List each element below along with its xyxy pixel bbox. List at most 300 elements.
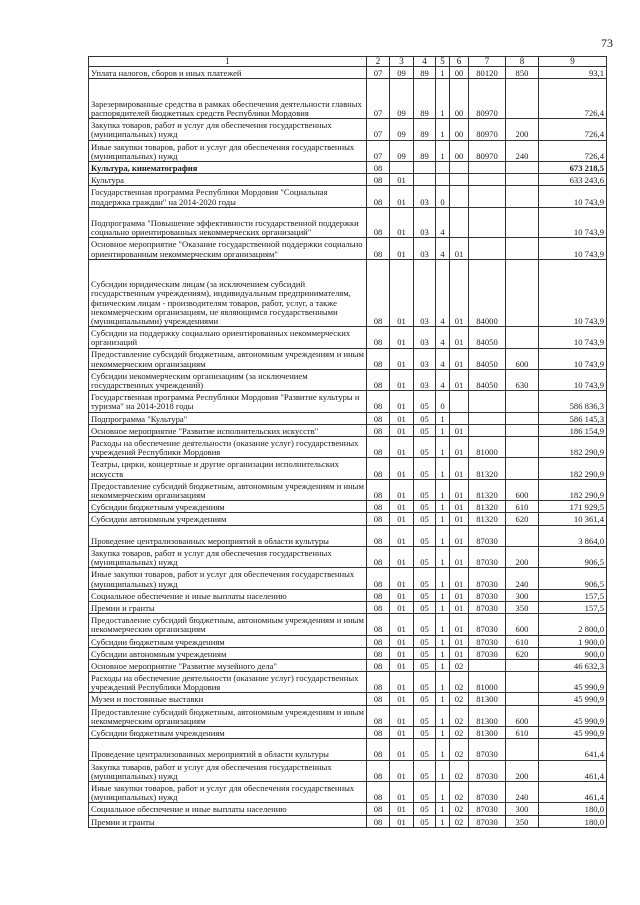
row-code-cell: 05 <box>414 601 436 613</box>
row-amount-cell: 45 990,9 <box>539 693 607 705</box>
row-code-cell <box>506 327 539 348</box>
row-code-cell: 01 <box>390 259 414 326</box>
row-code-cell: 89 <box>414 140 436 161</box>
row-code-cell: 4 <box>436 348 450 369</box>
table-row <box>89 782 607 803</box>
row-code-cell <box>506 672 539 693</box>
row-code-cell: 01 <box>390 546 414 567</box>
row-name-cell: Музеи и постоянные выставки <box>89 693 367 705</box>
table-row <box>89 186 607 207</box>
row-code-cell: 240 <box>506 568 539 589</box>
row-code-cell: 81320 <box>469 513 506 525</box>
row-code-cell: 05 <box>414 437 436 458</box>
row-code-cell: 08 <box>367 424 390 436</box>
row-code-cell: 1 <box>436 67 450 79</box>
row-code-cell: 01 <box>450 614 469 635</box>
row-amount-cell: 900,0 <box>539 647 607 659</box>
row-code-cell: 850 <box>506 67 539 79</box>
row-code-cell: 05 <box>414 659 436 671</box>
row-code-cell: 01 <box>450 348 469 369</box>
row-amount-cell: 633 243,6 <box>539 174 607 186</box>
row-code-cell: 01 <box>390 327 414 348</box>
row-code-cell: 1 <box>436 705 450 726</box>
row-code-cell <box>450 186 469 207</box>
row-code-cell: 07 <box>367 79 390 119</box>
row-code-cell: 240 <box>506 140 539 161</box>
row-code-cell: 08 <box>367 693 390 705</box>
row-name-cell: Государственная программа Республики Мордовия "Социальная поддержка граждан" на 2014-2020 годы <box>89 186 367 207</box>
row-name-cell: Иные закупки товаров, работ и услуг для обеспечения государственных (муниципальных) нужд <box>89 140 367 161</box>
row-name-cell: Государственная программа Республики Мордовия "Развитие культуры и туризма" на 2014-2018 годы <box>89 391 367 412</box>
row-name-cell: Проведение централизованных мероприятий в области культуры <box>89 525 367 546</box>
row-code-cell <box>506 161 539 173</box>
row-name-cell: Закупка товаров, работ и услуг для обеспечения государственных (муниципальных) нужд <box>89 119 367 140</box>
row-code-cell: 01 <box>390 705 414 726</box>
row-code-cell: 02 <box>450 760 469 781</box>
row-code-cell: 01 <box>390 635 414 647</box>
row-code-cell: 08 <box>367 803 390 815</box>
row-code-cell: 08 <box>367 259 390 326</box>
table-row <box>89 238 607 259</box>
row-code-cell: 05 <box>414 727 436 739</box>
row-code-cell: 08 <box>367 207 390 238</box>
row-code-cell: 1 <box>436 437 450 458</box>
row-code-cell: 1 <box>436 458 450 479</box>
row-amount-cell: 461,4 <box>539 760 607 781</box>
row-code-cell <box>450 391 469 412</box>
row-amount-cell: 180,0 <box>539 803 607 815</box>
row-code-cell: 05 <box>414 525 436 546</box>
row-code-cell: 01 <box>390 501 414 513</box>
row-code-cell: 03 <box>414 259 436 326</box>
row-code-cell: 80970 <box>469 119 506 140</box>
row-code-cell: 01 <box>450 568 469 589</box>
row-code-cell <box>469 186 506 207</box>
row-code-cell <box>436 161 450 173</box>
row-code-cell: 05 <box>414 424 436 436</box>
row-code-cell: 01 <box>390 479 414 500</box>
row-code-cell: 01 <box>390 174 414 186</box>
row-code-cell: 01 <box>450 437 469 458</box>
row-code-cell <box>506 693 539 705</box>
row-name-cell: Субсидии некоммерческим организациям (за исключением государственных учреждений) <box>89 369 367 390</box>
row-code-cell: 84050 <box>469 327 506 348</box>
row-code-cell: 03 <box>414 186 436 207</box>
table-header-row <box>89 57 607 67</box>
row-code-cell: 1 <box>436 119 450 140</box>
row-code-cell: 08 <box>367 647 390 659</box>
row-code-cell: 89 <box>414 67 436 79</box>
table-row <box>89 140 607 161</box>
row-amount-cell: 726,4 <box>539 119 607 140</box>
column-header: 6 <box>450 57 469 67</box>
row-amount-cell: 726,4 <box>539 79 607 119</box>
row-code-cell: 84000 <box>469 259 506 326</box>
row-code-cell: 0 <box>436 186 450 207</box>
table-row <box>89 369 607 390</box>
row-code-cell: 1 <box>436 782 450 803</box>
row-amount-cell: 10 743,9 <box>539 348 607 369</box>
row-code-cell: 01 <box>390 803 414 815</box>
row-code-cell: 1 <box>436 525 450 546</box>
row-code-cell: 05 <box>414 760 436 781</box>
row-name-cell: Подпрограмма "Повышение эффективности государственной поддержки социально ориентированных некоммерческих организаций" <box>89 207 367 238</box>
row-code-cell: 01 <box>450 513 469 525</box>
row-code-cell: 02 <box>450 727 469 739</box>
row-code-cell: 01 <box>390 513 414 525</box>
page-number: 73 <box>601 36 613 50</box>
row-code-cell: 87030 <box>469 647 506 659</box>
row-amount-cell: 673 218,5 <box>539 161 607 173</box>
row-code-cell: 08 <box>367 369 390 390</box>
row-code-cell: 08 <box>367 458 390 479</box>
row-amount-cell: 10 361,4 <box>539 513 607 525</box>
row-code-cell: 01 <box>450 259 469 326</box>
row-name-cell: Расходы на обеспечение деятельности (оказание услуг) государственных учреждений Республики Мордовия <box>89 672 367 693</box>
row-code-cell <box>506 238 539 259</box>
table-row <box>89 501 607 513</box>
row-name-cell: Театры, цирки, концертные и другие организации исполнительских искусств <box>89 458 367 479</box>
table-row <box>89 259 607 326</box>
row-code-cell <box>414 161 436 173</box>
table-row <box>89 705 607 726</box>
row-code-cell: 01 <box>390 601 414 613</box>
row-code-cell: 01 <box>390 525 414 546</box>
row-code-cell: 05 <box>414 513 436 525</box>
column-header: 5 <box>436 57 450 67</box>
row-code-cell: 07 <box>367 140 390 161</box>
row-code-cell: 87030 <box>469 601 506 613</box>
row-code-cell: 01 <box>390 568 414 589</box>
row-code-cell <box>506 186 539 207</box>
row-amount-cell: 10 743,9 <box>539 207 607 238</box>
row-code-cell: 05 <box>414 672 436 693</box>
row-code-cell: 01 <box>390 369 414 390</box>
row-code-cell: 08 <box>367 568 390 589</box>
row-code-cell: 1 <box>436 693 450 705</box>
row-code-cell: 08 <box>367 705 390 726</box>
row-name-cell: Закупка товаров, работ и услуг для обеспечения государственных (муниципальных) нужд <box>89 760 367 781</box>
row-code-cell: 08 <box>367 161 390 173</box>
row-name-cell: Уплата налогов, сборов и иных платежей <box>89 67 367 79</box>
row-code-cell: 1 <box>436 672 450 693</box>
row-code-cell: 610 <box>506 501 539 513</box>
row-code-cell: 1 <box>436 79 450 119</box>
row-name-cell: Культура <box>89 174 367 186</box>
table-row <box>89 207 607 238</box>
row-amount-cell: 186 154,9 <box>539 424 607 436</box>
row-amount-cell: 906,5 <box>539 546 607 567</box>
row-code-cell: 80970 <box>469 140 506 161</box>
row-code-cell <box>450 161 469 173</box>
row-code-cell: 05 <box>414 635 436 647</box>
row-amount-cell: 45 990,9 <box>539 705 607 726</box>
row-code-cell: 1 <box>436 546 450 567</box>
row-code-cell: 600 <box>506 479 539 500</box>
row-code-cell: 87030 <box>469 760 506 781</box>
row-code-cell: 08 <box>367 186 390 207</box>
row-code-cell: 09 <box>390 79 414 119</box>
row-code-cell: 08 <box>367 412 390 424</box>
row-code-cell: 03 <box>414 238 436 259</box>
row-amount-cell: 46 632,3 <box>539 659 607 671</box>
row-name-cell: Расходы на обеспечение деятельности (оказание услуг) государственных учреждений Республики Мордовия <box>89 437 367 458</box>
row-code-cell: 08 <box>367 479 390 500</box>
row-code-cell: 01 <box>390 815 414 827</box>
table-row <box>89 672 607 693</box>
row-code-cell: 1 <box>436 501 450 513</box>
row-code-cell: 1 <box>436 140 450 161</box>
table-row <box>89 437 607 458</box>
row-code-cell: 350 <box>506 601 539 613</box>
row-amount-cell: 10 743,9 <box>539 327 607 348</box>
row-code-cell: 01 <box>390 186 414 207</box>
row-code-cell: 08 <box>367 760 390 781</box>
row-name-cell: Предоставление субсидий бюджетным, автономным учреждениям и иным некоммерческим организациям <box>89 479 367 500</box>
row-code-cell <box>506 659 539 671</box>
row-code-cell: 02 <box>450 782 469 803</box>
row-code-cell <box>506 174 539 186</box>
table-row <box>89 760 607 781</box>
row-name-cell: Подпрограмма "Культура" <box>89 412 367 424</box>
row-code-cell: 01 <box>390 391 414 412</box>
row-amount-cell: 10 743,9 <box>539 238 607 259</box>
table-row <box>89 479 607 500</box>
column-header: 8 <box>506 57 539 67</box>
row-code-cell: 81000 <box>469 672 506 693</box>
budget-table <box>88 56 607 828</box>
row-code-cell: 87030 <box>469 614 506 635</box>
table-row <box>89 693 607 705</box>
row-code-cell: 05 <box>414 815 436 827</box>
row-name-cell: Субсидии бюджетным учреждениям <box>89 635 367 647</box>
row-code-cell: 80970 <box>469 79 506 119</box>
row-code-cell: 1 <box>436 479 450 500</box>
row-amount-cell: 182 290,9 <box>539 458 607 479</box>
row-code-cell: 03 <box>414 327 436 348</box>
row-code-cell: 4 <box>436 238 450 259</box>
row-code-cell: 620 <box>506 513 539 525</box>
row-code-cell: 87030 <box>469 635 506 647</box>
row-code-cell: 01 <box>390 424 414 436</box>
table-row <box>89 525 607 546</box>
row-amount-cell: 180,0 <box>539 815 607 827</box>
row-code-cell: 81320 <box>469 501 506 513</box>
column-header: 9 <box>539 57 607 67</box>
row-code-cell: 05 <box>414 705 436 726</box>
row-amount-cell: 461,4 <box>539 782 607 803</box>
table-row <box>89 119 607 140</box>
row-code-cell: 87030 <box>469 568 506 589</box>
table-row <box>89 568 607 589</box>
row-code-cell: 05 <box>414 782 436 803</box>
row-code-cell: 300 <box>506 589 539 601</box>
row-code-cell: 08 <box>367 782 390 803</box>
row-code-cell: 1 <box>436 635 450 647</box>
row-code-cell: 07 <box>367 67 390 79</box>
table-row <box>89 647 607 659</box>
row-code-cell <box>506 458 539 479</box>
row-code-cell <box>506 412 539 424</box>
row-code-cell: 200 <box>506 760 539 781</box>
row-code-cell: 08 <box>367 614 390 635</box>
row-code-cell: 08 <box>367 525 390 546</box>
table-row <box>89 67 607 79</box>
row-code-cell: 1 <box>436 412 450 424</box>
row-code-cell: 620 <box>506 647 539 659</box>
table-row <box>89 174 607 186</box>
row-code-cell: 09 <box>390 67 414 79</box>
row-code-cell <box>506 424 539 436</box>
row-code-cell: 4 <box>436 259 450 326</box>
row-name-cell: Субсидии юридическим лицам (за исключением субсидий государственным учреждениям), индивидуальным предпринимателям, физическим лицам - производителям товаров, работ, услуг, а также некоммерческим организациям, не являющимся государственными (муниципальными) учреждениями <box>89 259 367 326</box>
row-code-cell: 300 <box>506 803 539 815</box>
row-name-cell: Субсидии на поддержку социально ориентированных некоммерческих организаций <box>89 327 367 348</box>
row-code-cell: 87030 <box>469 782 506 803</box>
row-code-cell: 600 <box>506 705 539 726</box>
table-row <box>89 79 607 119</box>
table-row <box>89 739 607 760</box>
row-code-cell: 01 <box>390 659 414 671</box>
row-code-cell: 1 <box>436 760 450 781</box>
row-code-cell: 1 <box>436 727 450 739</box>
row-code-cell: 87030 <box>469 739 506 760</box>
row-amount-cell: 586 145,3 <box>539 412 607 424</box>
row-code-cell <box>436 174 450 186</box>
row-code-cell <box>469 161 506 173</box>
row-code-cell: 01 <box>390 727 414 739</box>
row-code-cell: 01 <box>390 782 414 803</box>
row-amount-cell: 3 864,0 <box>539 525 607 546</box>
table-row <box>89 635 607 647</box>
table-row <box>89 546 607 567</box>
row-code-cell: 01 <box>390 739 414 760</box>
row-name-cell: Основное мероприятие "Развитие исполнительских искусств" <box>89 424 367 436</box>
row-code-cell: 81300 <box>469 693 506 705</box>
row-code-cell: 02 <box>450 659 469 671</box>
row-code-cell: 08 <box>367 437 390 458</box>
row-code-cell <box>469 238 506 259</box>
row-code-cell: 01 <box>390 672 414 693</box>
row-code-cell: 01 <box>390 207 414 238</box>
row-code-cell: 07 <box>367 119 390 140</box>
row-code-cell: 1 <box>436 647 450 659</box>
row-code-cell: 84050 <box>469 369 506 390</box>
row-code-cell: 08 <box>367 391 390 412</box>
row-amount-cell: 182 290,9 <box>539 479 607 500</box>
row-code-cell: 89 <box>414 79 436 119</box>
row-name-cell: Премии и гранты <box>89 601 367 613</box>
row-code-cell: 08 <box>367 589 390 601</box>
row-code-cell <box>506 79 539 119</box>
row-code-cell: 08 <box>367 601 390 613</box>
row-code-cell: 08 <box>367 174 390 186</box>
row-amount-cell: 2 800,0 <box>539 614 607 635</box>
row-amount-cell: 1 900,0 <box>539 635 607 647</box>
row-name-cell: Субсидии бюджетным учреждениям <box>89 727 367 739</box>
row-code-cell: 05 <box>414 568 436 589</box>
row-code-cell <box>450 412 469 424</box>
row-code-cell: 610 <box>506 727 539 739</box>
row-code-cell: 05 <box>414 589 436 601</box>
row-amount-cell: 45 990,9 <box>539 672 607 693</box>
row-code-cell: 09 <box>390 119 414 140</box>
row-code-cell: 1 <box>436 568 450 589</box>
row-code-cell <box>414 174 436 186</box>
row-name-cell: Зарезервированные средства в рамках обеспечения деятельности главных распорядителей бюджетных средств Республики Мордовия <box>89 79 367 119</box>
row-code-cell: 01 <box>450 458 469 479</box>
row-amount-cell: 586 836,3 <box>539 391 607 412</box>
row-amount-cell: 906,5 <box>539 568 607 589</box>
row-code-cell: 01 <box>450 589 469 601</box>
row-code-cell: 03 <box>414 207 436 238</box>
row-code-cell: 87030 <box>469 546 506 567</box>
row-code-cell: 08 <box>367 659 390 671</box>
row-code-cell: 01 <box>390 238 414 259</box>
row-code-cell: 05 <box>414 546 436 567</box>
table-row <box>89 412 607 424</box>
row-amount-cell: 726,4 <box>539 140 607 161</box>
row-code-cell: 01 <box>390 348 414 369</box>
row-code-cell <box>469 412 506 424</box>
row-code-cell: 03 <box>414 348 436 369</box>
row-code-cell: 01 <box>450 635 469 647</box>
table-row <box>89 424 607 436</box>
row-code-cell <box>506 259 539 326</box>
row-code-cell: 600 <box>506 348 539 369</box>
row-name-cell: Иные закупки товаров, работ и услуг для обеспечения государственных (муниципальных) нужд <box>89 568 367 589</box>
column-header: 1 <box>89 57 367 67</box>
row-code-cell: 84050 <box>469 348 506 369</box>
table-row <box>89 327 607 348</box>
row-code-cell: 200 <box>506 546 539 567</box>
row-code-cell: 03 <box>414 369 436 390</box>
row-code-cell <box>506 739 539 760</box>
row-code-cell: 4 <box>436 207 450 238</box>
row-code-cell: 4 <box>436 369 450 390</box>
row-amount-cell: 641,4 <box>539 739 607 760</box>
table-row <box>89 803 607 815</box>
row-code-cell: 1 <box>436 513 450 525</box>
row-code-cell: 09 <box>390 140 414 161</box>
row-name-cell: Субсидии автономным учреждениям <box>89 513 367 525</box>
table-row <box>89 727 607 739</box>
row-code-cell: 200 <box>506 119 539 140</box>
row-code-cell: 81000 <box>469 437 506 458</box>
row-code-cell: 350 <box>506 815 539 827</box>
row-code-cell: 02 <box>450 693 469 705</box>
table-row <box>89 513 607 525</box>
row-name-cell: Иные закупки товаров, работ и услуг для обеспечения государственных (муниципальных) нужд <box>89 782 367 803</box>
row-code-cell: 89 <box>414 119 436 140</box>
row-code-cell: 01 <box>390 647 414 659</box>
row-code-cell <box>450 174 469 186</box>
table-row <box>89 589 607 601</box>
column-header: 4 <box>414 57 436 67</box>
row-code-cell: 05 <box>414 614 436 635</box>
row-code-cell: 08 <box>367 672 390 693</box>
row-name-cell: Социальное обеспечение и иные выплаты населению <box>89 589 367 601</box>
row-code-cell: 87030 <box>469 589 506 601</box>
table-row <box>89 161 607 173</box>
row-amount-cell: 10 743,9 <box>539 186 607 207</box>
row-code-cell: 240 <box>506 782 539 803</box>
row-code-cell: 05 <box>414 693 436 705</box>
column-header: 7 <box>469 57 506 67</box>
row-code-cell: 00 <box>450 79 469 119</box>
row-code-cell: 4 <box>436 327 450 348</box>
row-code-cell: 1 <box>436 424 450 436</box>
